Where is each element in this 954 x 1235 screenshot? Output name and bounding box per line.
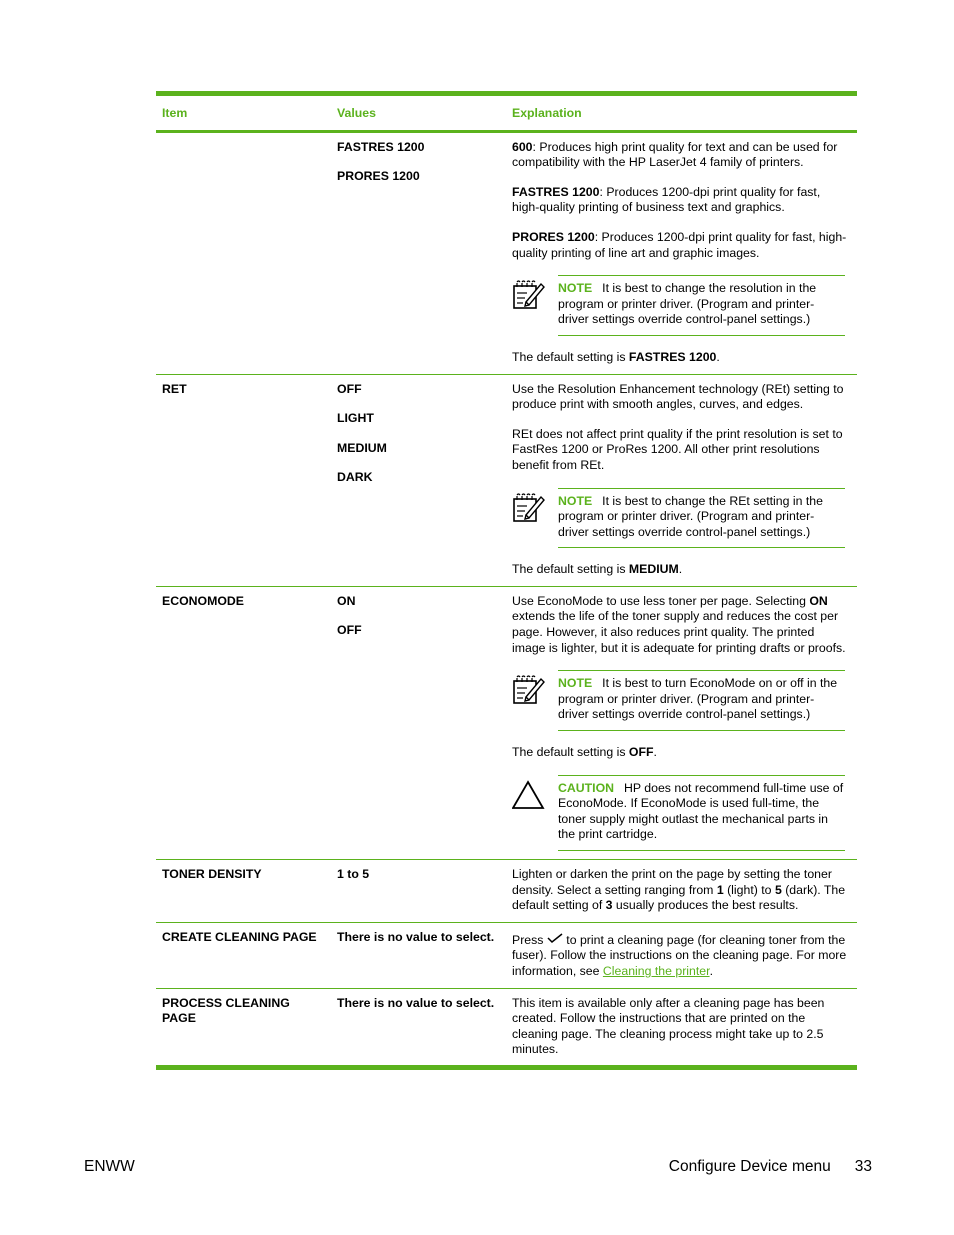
header-values: Values	[331, 94, 506, 132]
footer-right	[669, 1158, 872, 1176]
default-setting	[512, 350, 851, 366]
paragraph	[512, 140, 851, 171]
note-text: It is best to turn EconoMode on or off in the program or printer driver. (Program and printer-driver settings override control-panel settings.)	[558, 676, 838, 722]
values-cell	[331, 860, 506, 923]
text: usually produces the best results.	[612, 898, 799, 913]
text: The default setting is	[512, 562, 629, 577]
note-body	[558, 670, 845, 731]
note-pad-icon	[512, 491, 546, 525]
text: : Produces 1200-dpi print quality for fast, high-quality printing of business text and graphics.	[512, 184, 821, 215]
caution-box	[512, 775, 851, 851]
table-header-row	[156, 94, 857, 132]
note-box	[512, 275, 851, 336]
text: .	[653, 745, 657, 760]
default-value: OFF	[628, 745, 654, 760]
bold-term: FASTRES 1200	[512, 184, 600, 199]
bold-term: 600	[512, 139, 533, 154]
value-option: PRORES 1200	[337, 169, 420, 184]
note-label: NOTE	[558, 281, 593, 296]
value-option: LIGHT	[337, 411, 374, 426]
text: .	[716, 349, 720, 364]
value-option: ON	[337, 593, 356, 608]
text: (light) to	[723, 882, 775, 897]
default-value: FASTRES 1200	[628, 349, 717, 364]
note-text: It is best to change the REt setting in the program or printer driver. (Program and printer-driver settings override control-panel settings.)	[558, 493, 823, 539]
paragraph	[512, 185, 851, 216]
note-box	[512, 488, 851, 549]
values-cell	[331, 374, 506, 586]
item-cell: PROCESS CLEANING PAGE	[156, 988, 331, 1067]
paragraph	[512, 230, 851, 261]
note-pad-icon	[512, 673, 546, 707]
item-cell: ECONOMODE	[156, 586, 331, 859]
explanation-cell	[506, 374, 857, 586]
table-row	[156, 922, 857, 988]
header-explanation: Explanation	[506, 94, 857, 132]
text: .	[678, 562, 683, 577]
value-option: OFF	[337, 623, 362, 638]
item-cell: RET	[156, 374, 331, 586]
bold-term: PRORES 1200	[512, 229, 595, 244]
note-body	[558, 275, 845, 336]
value-option: FASTRES 1200	[337, 139, 425, 154]
caution-text: HP does not recommend full-time use of EconoMode. If EconoMode is used full-time, the toner supply might outlast the mechanical parts in the print cartridge.	[558, 780, 844, 842]
values-cell	[331, 988, 506, 1067]
explanation-cell	[506, 131, 857, 374]
value-option: DARK	[337, 470, 373, 485]
bold-term: 5	[774, 882, 782, 897]
default-setting	[512, 562, 851, 578]
text: extends the life of the toner supply and reduces the cost per page. However, it also reduces print quality. The printed image is lighter, but it is adequate for printing drafts or proofs.	[512, 609, 846, 655]
values-cell	[331, 131, 506, 374]
explanation-cell	[506, 988, 857, 1067]
page-number: 33	[854, 1158, 872, 1175]
table-row	[156, 374, 857, 586]
note-box	[512, 670, 851, 731]
note-label: NOTE	[558, 493, 593, 508]
text: The default setting is	[512, 745, 629, 760]
table-row	[156, 131, 857, 374]
paragraph: This item is available only after a cleaning page has been created. Follow the instructions that are printed on the cleaning page. The cleaning process might take up to 2.5 minutes.	[512, 995, 825, 1057]
header-item: Item	[156, 94, 331, 132]
bold-term: ON	[809, 593, 828, 608]
text: The default setting is	[512, 349, 629, 364]
note-text: It is best to change the resolution in the program or printer driver. (Program and printer-driver settings override control-panel settings.)	[558, 281, 817, 327]
table-row	[156, 586, 857, 859]
default-value: MEDIUM	[628, 562, 679, 577]
text: : Produces 1200-dpi print quality for fast, high-quality printing of line art and graphic images.	[512, 229, 847, 260]
default-setting	[512, 745, 851, 761]
paragraph	[512, 930, 851, 980]
bold-term: 1	[716, 882, 724, 897]
text: .	[709, 963, 713, 978]
note-pad-icon	[512, 278, 546, 312]
text: : Produces high print quality for text and can be used for compatibility with the HP LaserJet 4 family of printers.	[512, 139, 838, 170]
value-text: There is no value to select.	[337, 929, 495, 944]
caution-body	[558, 775, 845, 851]
value-option: 1 to 5	[337, 867, 370, 881]
paragraph: REt does not affect print quality if the print resolution is set to FastRes 1200 or ProRes 1200. All other print resolutions benefit from REt.	[512, 426, 843, 472]
note-body	[558, 488, 845, 549]
text: Lighten or darken the print on the page by setting the toner density. Select a setting ranging from	[512, 867, 832, 897]
values-cell	[331, 586, 506, 859]
paragraph	[512, 594, 851, 656]
text: Use EconoMode to use less toner per page. Selecting	[512, 593, 810, 608]
explanation-cell	[506, 586, 857, 859]
value-option: MEDIUM	[337, 440, 387, 455]
text: (dark). The default setting of	[512, 882, 846, 913]
paragraph: Use the Resolution Enhancement technology (REt) setting to produce print with smooth angles, curves, and edges.	[512, 381, 844, 412]
note-label: NOTE	[558, 676, 593, 691]
item-cell: TONER DENSITY	[156, 860, 331, 923]
checkmark-icon	[547, 933, 563, 943]
bold-term: 3	[605, 898, 613, 913]
table-row	[156, 860, 857, 923]
caution-label: CAUTION	[558, 780, 615, 795]
explanation-cell	[506, 922, 857, 988]
item-cell: CREATE CLEANING PAGE	[156, 922, 331, 988]
explanation-cell	[506, 860, 857, 923]
caution-triangle-icon	[512, 778, 546, 812]
values-cell	[331, 922, 506, 988]
value-option: OFF	[337, 381, 362, 396]
value-text: There is no value to select.	[337, 995, 495, 1010]
footer-left: ENWW	[84, 1158, 135, 1175]
text: Press	[512, 932, 547, 947]
settings-table	[156, 91, 857, 1070]
paragraph	[512, 867, 851, 914]
item-cell	[156, 131, 331, 374]
cleaning-printer-link[interactable]: Cleaning the printer	[602, 963, 710, 978]
table-row	[156, 988, 857, 1067]
text: to print a cleaning page (for cleaning toner from the fuser). Follow the instructions on the cleaning page. For more information, see	[512, 932, 847, 978]
footer-section-title: Configure Device menu	[668, 1158, 831, 1175]
